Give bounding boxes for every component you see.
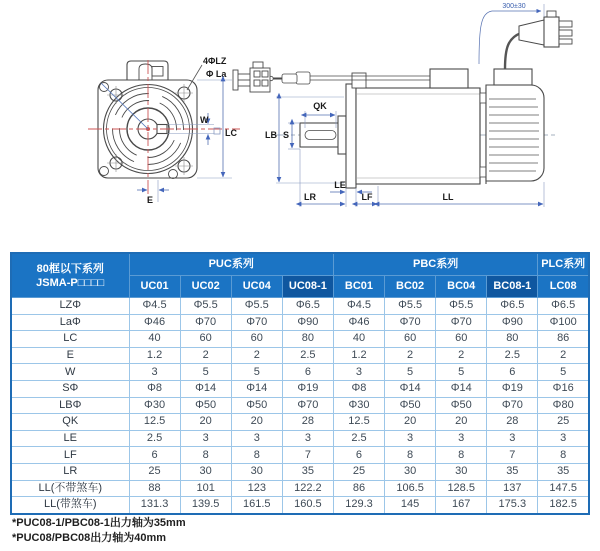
row-label: LL(带煞车) bbox=[11, 497, 129, 514]
corner-header-line2: JSMA-P□□□□ bbox=[36, 276, 105, 289]
dim-lf-label: LF bbox=[361, 192, 373, 202]
value-cell: 20 bbox=[436, 414, 487, 431]
value-cell: 122.2 bbox=[282, 480, 333, 497]
value-cell: 1.2 bbox=[129, 347, 180, 364]
row-label: E bbox=[11, 347, 129, 364]
value-cell: 129.3 bbox=[333, 497, 384, 514]
table-row bbox=[11, 497, 589, 514]
value-cell: 3 bbox=[180, 430, 231, 447]
value-cell: 40 bbox=[129, 331, 180, 348]
value-cell: 8 bbox=[180, 447, 231, 464]
svg-text:LC: LC bbox=[225, 128, 237, 138]
value-cell: 2 bbox=[385, 347, 436, 364]
value-cell: Φ50 bbox=[180, 397, 231, 414]
value-cell: 8 bbox=[538, 447, 589, 464]
value-cell: 35 bbox=[487, 463, 538, 480]
value-cell: 3 bbox=[333, 364, 384, 381]
spec-table-container bbox=[10, 252, 590, 515]
value-cell: 2 bbox=[231, 347, 282, 364]
value-cell: Φ50 bbox=[231, 397, 282, 414]
value-cell: 7 bbox=[282, 447, 333, 464]
value-cell: Φ100 bbox=[538, 314, 589, 331]
value-cell: 60 bbox=[436, 331, 487, 348]
value-cell: 3 bbox=[231, 430, 282, 447]
value-cell: 160.5 bbox=[282, 497, 333, 514]
value-cell: 175.3 bbox=[487, 497, 538, 514]
value-cell: 106.5 bbox=[385, 480, 436, 497]
value-cell: Φ8 bbox=[129, 380, 180, 397]
value-cell: 30 bbox=[231, 463, 282, 480]
value-cell: Φ5.5 bbox=[385, 298, 436, 315]
value-cell: 145 bbox=[385, 497, 436, 514]
row-label: W bbox=[11, 364, 129, 381]
value-cell: 139.5 bbox=[180, 497, 231, 514]
value-cell: 60 bbox=[385, 331, 436, 348]
value-cell: Φ70 bbox=[180, 314, 231, 331]
value-cell: 2.5 bbox=[487, 347, 538, 364]
value-cell: 101 bbox=[180, 480, 231, 497]
value-cell: Φ16 bbox=[538, 380, 589, 397]
dim-e bbox=[137, 180, 169, 205]
dim-lr-label: LR bbox=[304, 192, 316, 202]
value-cell: 30 bbox=[436, 463, 487, 480]
value-cell: 128.5 bbox=[436, 480, 487, 497]
value-cell: 3 bbox=[538, 430, 589, 447]
value-cell: 80 bbox=[282, 331, 333, 348]
dim-ll-label: LL bbox=[442, 192, 454, 202]
svg-text:LB: LB bbox=[265, 130, 277, 140]
series-group-header: PLC系列 bbox=[538, 253, 589, 276]
column-header-bc08-1: BC08-1 bbox=[487, 276, 538, 298]
value-cell: Φ80 bbox=[538, 397, 589, 414]
value-cell: 161.5 bbox=[231, 497, 282, 514]
value-cell: 6 bbox=[333, 447, 384, 464]
value-cell: 137 bbox=[487, 480, 538, 497]
svg-text:300±30: 300±30 bbox=[502, 3, 526, 10]
value-cell: Φ6.5 bbox=[282, 298, 333, 315]
value-cell: 5 bbox=[538, 364, 589, 381]
value-cell: 60 bbox=[180, 331, 231, 348]
value-cell: 2.5 bbox=[333, 430, 384, 447]
value-cell: Φ14 bbox=[385, 380, 436, 397]
svg-text:W: W bbox=[200, 115, 209, 125]
value-cell: Φ5.5 bbox=[180, 298, 231, 315]
table-row bbox=[11, 380, 589, 397]
value-cell: 7 bbox=[487, 447, 538, 464]
value-cell: Φ5.5 bbox=[231, 298, 282, 315]
value-cell: Φ70 bbox=[436, 314, 487, 331]
row-label: SΦ bbox=[11, 380, 129, 397]
table-row bbox=[11, 364, 589, 381]
value-cell: Φ70 bbox=[282, 397, 333, 414]
value-cell: 12.5 bbox=[129, 414, 180, 431]
encoder-connector-housing bbox=[430, 69, 468, 88]
value-cell: 5 bbox=[436, 364, 487, 381]
value-cell: 3 bbox=[385, 430, 436, 447]
value-cell: 3 bbox=[129, 364, 180, 381]
value-cell: Φ70 bbox=[487, 397, 538, 414]
value-cell: 5 bbox=[180, 364, 231, 381]
value-cell: 86 bbox=[538, 331, 589, 348]
table-row bbox=[11, 347, 589, 364]
row-label: LBΦ bbox=[11, 397, 129, 414]
value-cell: Φ90 bbox=[282, 314, 333, 331]
series-header-row bbox=[11, 253, 589, 276]
value-cell: 2.5 bbox=[282, 347, 333, 364]
value-cell: 20 bbox=[180, 414, 231, 431]
power-connector-housing bbox=[494, 69, 532, 85]
value-cell: 2.5 bbox=[129, 430, 180, 447]
table-row bbox=[11, 397, 589, 414]
value-cell: 5 bbox=[231, 364, 282, 381]
value-cell: 3 bbox=[282, 430, 333, 447]
value-cell: Φ30 bbox=[129, 397, 180, 414]
table-row bbox=[11, 480, 589, 497]
front-bolt-note: 4ΦLZ bbox=[203, 56, 227, 66]
row-label: LZΦ bbox=[11, 298, 129, 315]
footnotes bbox=[12, 516, 186, 546]
value-cell: Φ14 bbox=[180, 380, 231, 397]
value-cell: 12.5 bbox=[333, 414, 384, 431]
footnote-1: *PUC08-1/PBC08-1出力轴为35mm bbox=[12, 517, 186, 529]
row-label: QK bbox=[11, 414, 129, 431]
value-cell: 35 bbox=[282, 463, 333, 480]
value-cell: Φ46 bbox=[333, 314, 384, 331]
value-cell: 8 bbox=[436, 447, 487, 464]
column-header-uc02: UC02 bbox=[180, 276, 231, 298]
table-row bbox=[11, 430, 589, 447]
value-cell: 28 bbox=[487, 414, 538, 431]
value-cell: Φ8 bbox=[333, 380, 384, 397]
power-cable bbox=[505, 11, 572, 69]
series-group-header: PUC系列 bbox=[129, 253, 333, 276]
column-header-lc08: LC08 bbox=[538, 276, 589, 298]
row-label: LC bbox=[11, 331, 129, 348]
value-cell: Φ4.5 bbox=[333, 298, 384, 315]
row-label: LF bbox=[11, 447, 129, 464]
value-cell: 1.2 bbox=[333, 347, 384, 364]
value-cell: Φ50 bbox=[385, 397, 436, 414]
table-row bbox=[11, 314, 589, 331]
value-cell: Φ70 bbox=[231, 314, 282, 331]
value-cell: 5 bbox=[385, 364, 436, 381]
value-cell: 60 bbox=[231, 331, 282, 348]
value-cell: Φ6.5 bbox=[538, 298, 589, 315]
row-label: LaΦ bbox=[11, 314, 129, 331]
value-cell: 35 bbox=[538, 463, 589, 480]
table-row bbox=[11, 298, 589, 315]
value-cell: 8 bbox=[385, 447, 436, 464]
value-cell: 3 bbox=[436, 430, 487, 447]
footnote-2: *PUC08/PBC08出力轴为40mm bbox=[12, 532, 167, 544]
table-row bbox=[11, 331, 589, 348]
value-cell: 25 bbox=[333, 463, 384, 480]
column-header-uc04: UC04 bbox=[231, 276, 282, 298]
value-cell: Φ19 bbox=[487, 380, 538, 397]
value-cell: 8 bbox=[231, 447, 282, 464]
rear-housing bbox=[486, 85, 544, 181]
value-cell: 20 bbox=[231, 414, 282, 431]
svg-text:S: S bbox=[283, 130, 290, 140]
value-cell: 6 bbox=[129, 447, 180, 464]
encoder-cable bbox=[269, 72, 430, 84]
value-cell: 28 bbox=[282, 414, 333, 431]
dimension-diagram bbox=[0, 0, 600, 250]
value-cell: Φ14 bbox=[436, 380, 487, 397]
table-row bbox=[11, 414, 589, 431]
value-cell: 20 bbox=[385, 414, 436, 431]
value-cell: 25 bbox=[538, 414, 589, 431]
svg-text:E: E bbox=[146, 195, 154, 205]
power-plug bbox=[519, 20, 544, 45]
value-cell: Φ90 bbox=[487, 314, 538, 331]
value-cell: 2 bbox=[180, 347, 231, 364]
motor-body bbox=[356, 88, 480, 184]
value-cell: Φ50 bbox=[436, 397, 487, 414]
value-cell: 40 bbox=[333, 331, 384, 348]
value-cell: 131.3 bbox=[129, 497, 180, 514]
corner-header-line1: 80框以下系列 bbox=[36, 262, 104, 275]
value-cell: 182.5 bbox=[538, 497, 589, 514]
value-cell: 2 bbox=[538, 347, 589, 364]
value-cell: 25 bbox=[129, 463, 180, 480]
value-cell: Φ14 bbox=[231, 380, 282, 397]
front-pilot-note: Φ La bbox=[206, 69, 227, 79]
value-cell: Φ30 bbox=[333, 397, 384, 414]
dim-s bbox=[283, 123, 300, 149]
column-header-bc01: BC01 bbox=[333, 276, 384, 298]
value-cell: 88 bbox=[129, 480, 180, 497]
mounting-flange bbox=[346, 84, 356, 188]
value-cell: 3 bbox=[487, 430, 538, 447]
table-row bbox=[11, 463, 589, 480]
column-header-bc04: BC04 bbox=[436, 276, 487, 298]
value-cell: 86 bbox=[333, 480, 384, 497]
corner-header bbox=[11, 253, 129, 298]
value-cell: Φ46 bbox=[129, 314, 180, 331]
value-cell: 6 bbox=[487, 364, 538, 381]
value-cell: 80 bbox=[487, 331, 538, 348]
row-label: LL(不带煞车) bbox=[11, 480, 129, 497]
value-cell: 123 bbox=[231, 480, 282, 497]
table-row bbox=[11, 447, 589, 464]
value-cell: 30 bbox=[180, 463, 231, 480]
value-cell: Φ5.5 bbox=[436, 298, 487, 315]
dim-le-label: LE bbox=[334, 180, 346, 190]
row-label: LE bbox=[11, 430, 129, 447]
row-label: LR bbox=[11, 463, 129, 480]
svg-text:QK: QK bbox=[313, 101, 327, 111]
bolt-holes bbox=[100, 83, 194, 179]
motor-front-view bbox=[88, 60, 240, 202]
column-header-uc01: UC01 bbox=[129, 276, 180, 298]
value-cell: 2 bbox=[436, 347, 487, 364]
series-group-header: PBC系列 bbox=[333, 253, 537, 276]
value-cell: Φ70 bbox=[385, 314, 436, 331]
encoder-plug bbox=[233, 62, 270, 92]
value-cell: 167 bbox=[436, 497, 487, 514]
value-cell: Φ19 bbox=[282, 380, 333, 397]
motor-side-view bbox=[233, 11, 572, 188]
column-header-bc02: BC02 bbox=[385, 276, 436, 298]
value-cell: 30 bbox=[385, 463, 436, 480]
spec-table bbox=[10, 252, 590, 515]
column-header-uc08-1: UC08-1 bbox=[282, 276, 333, 298]
value-cell: 6 bbox=[282, 364, 333, 381]
value-cell: Φ4.5 bbox=[129, 298, 180, 315]
value-cell: Φ6.5 bbox=[487, 298, 538, 315]
value-cell: 147.5 bbox=[538, 480, 589, 497]
